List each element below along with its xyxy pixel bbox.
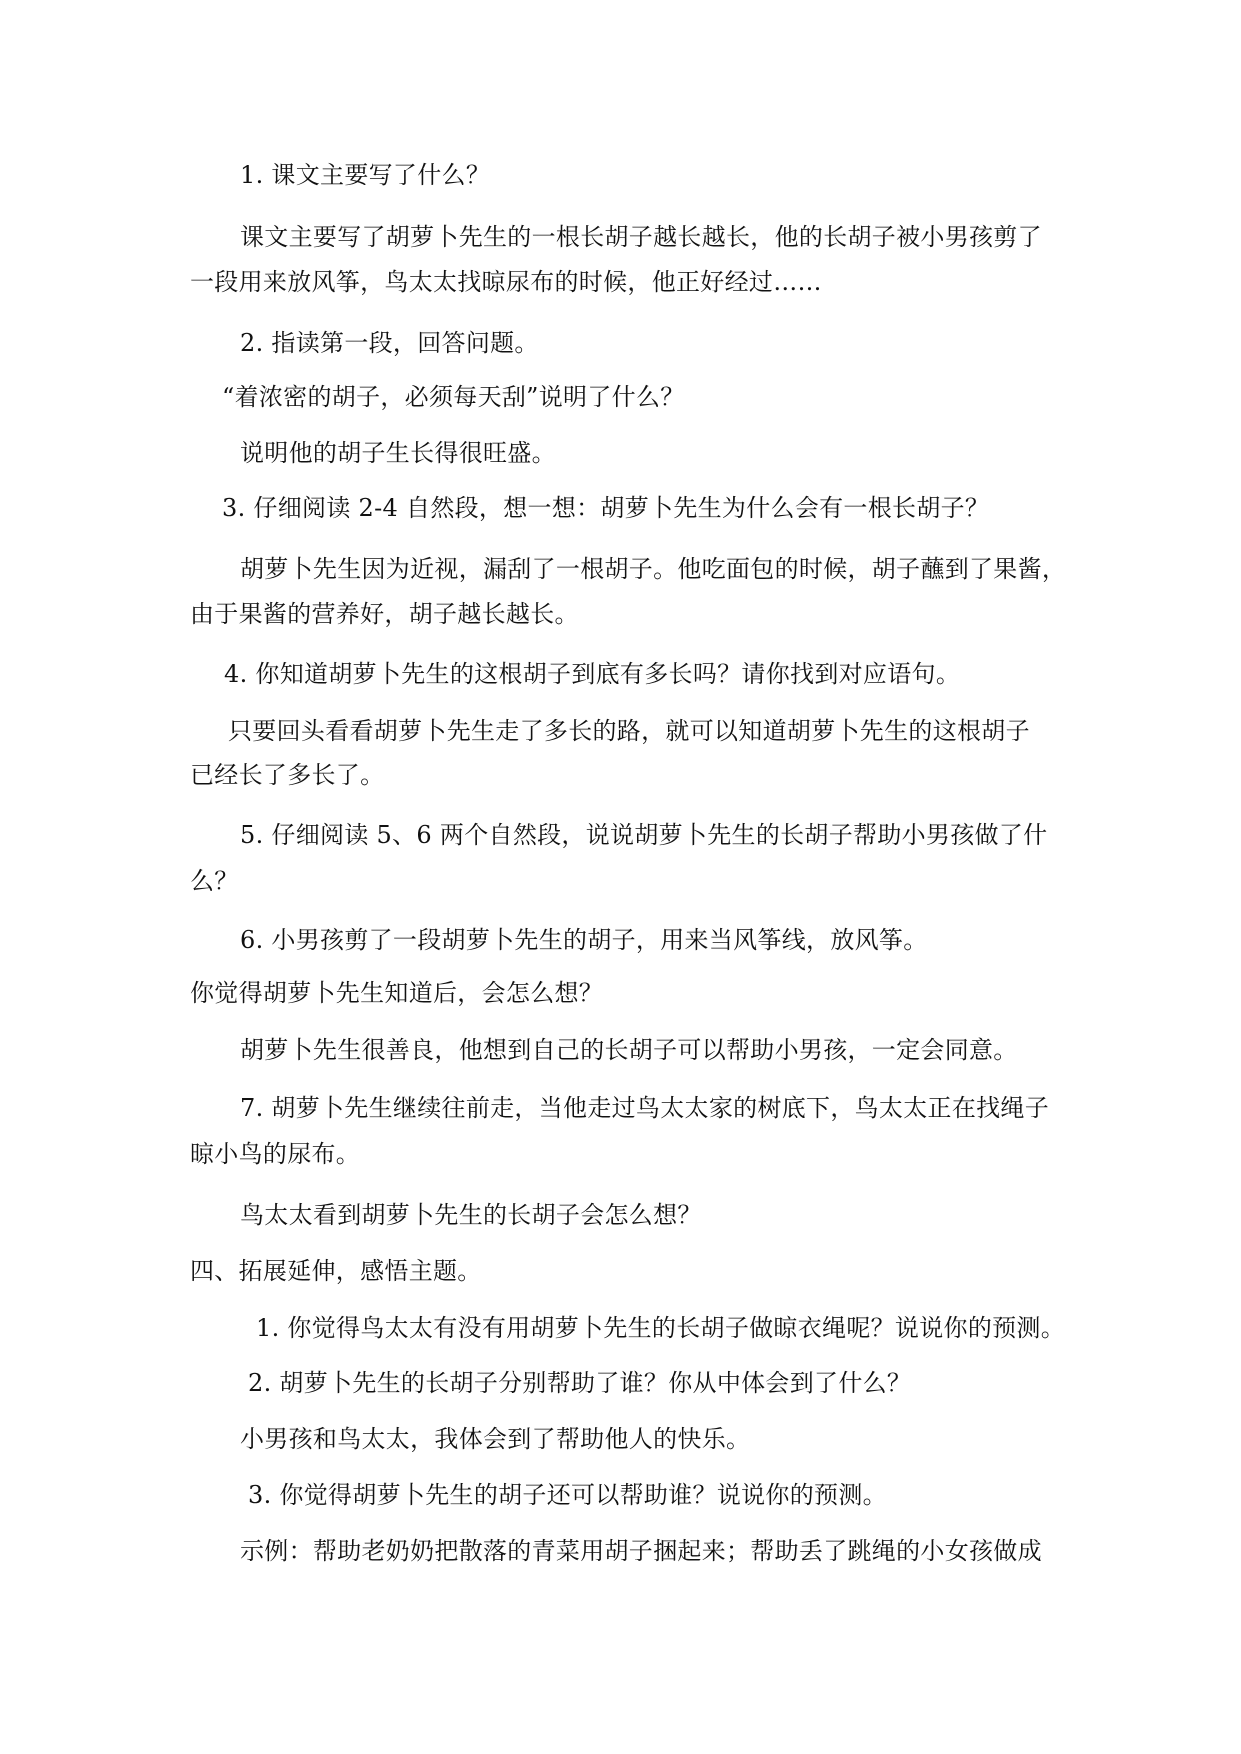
- extension-answer-2: 小男孩和鸟太太，我体会到了帮助他人的快乐。: [240, 1425, 751, 1453]
- answer-3-line-2: 由于果酱的营养好，胡子越长越长。: [190, 600, 579, 628]
- extension-question-2: 2. 胡萝卜先生的长胡子分别帮助了谁？你从中体会到了什么？: [248, 1369, 912, 1397]
- answer-4-line-2: 已经长了多长了。: [190, 761, 385, 789]
- question-7: 鸟太太看到胡萝卜先生的长胡子会怎么想？: [240, 1201, 702, 1229]
- answer-6: 胡萝卜先生很善良，他想到自己的长胡子可以帮助小男孩，一定会同意。: [240, 1036, 1018, 1064]
- point-7-line-1: 7. 胡萝卜先生继续往前走，当他走过鸟太太家的树底下，鸟太太正在找绳子: [240, 1094, 1050, 1122]
- extension-example: 示例：帮助老奶奶把散落的青菜用胡子捆起来；帮助丢了跳绳的小女孩做成: [240, 1537, 1042, 1565]
- question-6: 你觉得胡萝卜先生知道后，会怎么想？: [190, 979, 604, 1007]
- question-2-sub: “着浓密的胡子，必须每天刮”说明了什么？: [222, 383, 685, 411]
- answer-4-line-1: 只要回头看看胡萝卜先生走了多长的路，就可以知道胡萝卜先生的这根胡子: [228, 717, 1030, 745]
- answer-2: 说明他的胡子生长得很旺盛。: [240, 439, 556, 467]
- extension-question-3: 3. 你觉得胡萝卜先生的胡子还可以帮助谁？说说你的预测。: [248, 1481, 887, 1509]
- question-2: 2. 指读第一段，回答问题。: [240, 329, 539, 357]
- question-5-line-1: 5. 仔细阅读 5、6 两个自然段，说说胡萝卜先生的长胡子帮助小男孩做了什: [240, 821, 1048, 849]
- answer-1-line-2: 一段用来放风筝，鸟太太找晾尿布的时候，他正好经过……: [190, 268, 822, 296]
- question-4: 4. 你知道胡萝卜先生的这根胡子到底有多长吗？请你找到对应语句。: [224, 660, 961, 688]
- answer-1-line-1: 课文主要写了胡萝卜先生的一根长胡子越长越长，他的长胡子被小男孩剪了: [240, 223, 1042, 251]
- extension-question-1: 1. 你觉得鸟太太有没有用胡萝卜先生的长胡子做晾衣绳呢？说说你的预测。: [256, 1314, 1066, 1342]
- answer-3-line-1: 胡萝卜先生因为近视，漏刮了一根胡子。他吃面包的时候，胡子蘸到了果酱，: [240, 555, 1067, 583]
- question-3: 3. 仔细阅读 2-4 自然段，想一想：胡萝卜先生为什么会有一根长胡子？: [222, 494, 990, 522]
- section-heading-4: 四、拓展延伸，感悟主题。: [190, 1257, 482, 1285]
- point-6: 6. 小男孩剪了一段胡萝卜先生的胡子，用来当风筝线，放风筝。: [240, 926, 928, 954]
- question-1: 1. 课文主要写了什么？: [240, 161, 491, 189]
- point-7-line-2: 晾小鸟的尿布。: [190, 1140, 361, 1168]
- question-5-line-2: 么？: [190, 867, 239, 895]
